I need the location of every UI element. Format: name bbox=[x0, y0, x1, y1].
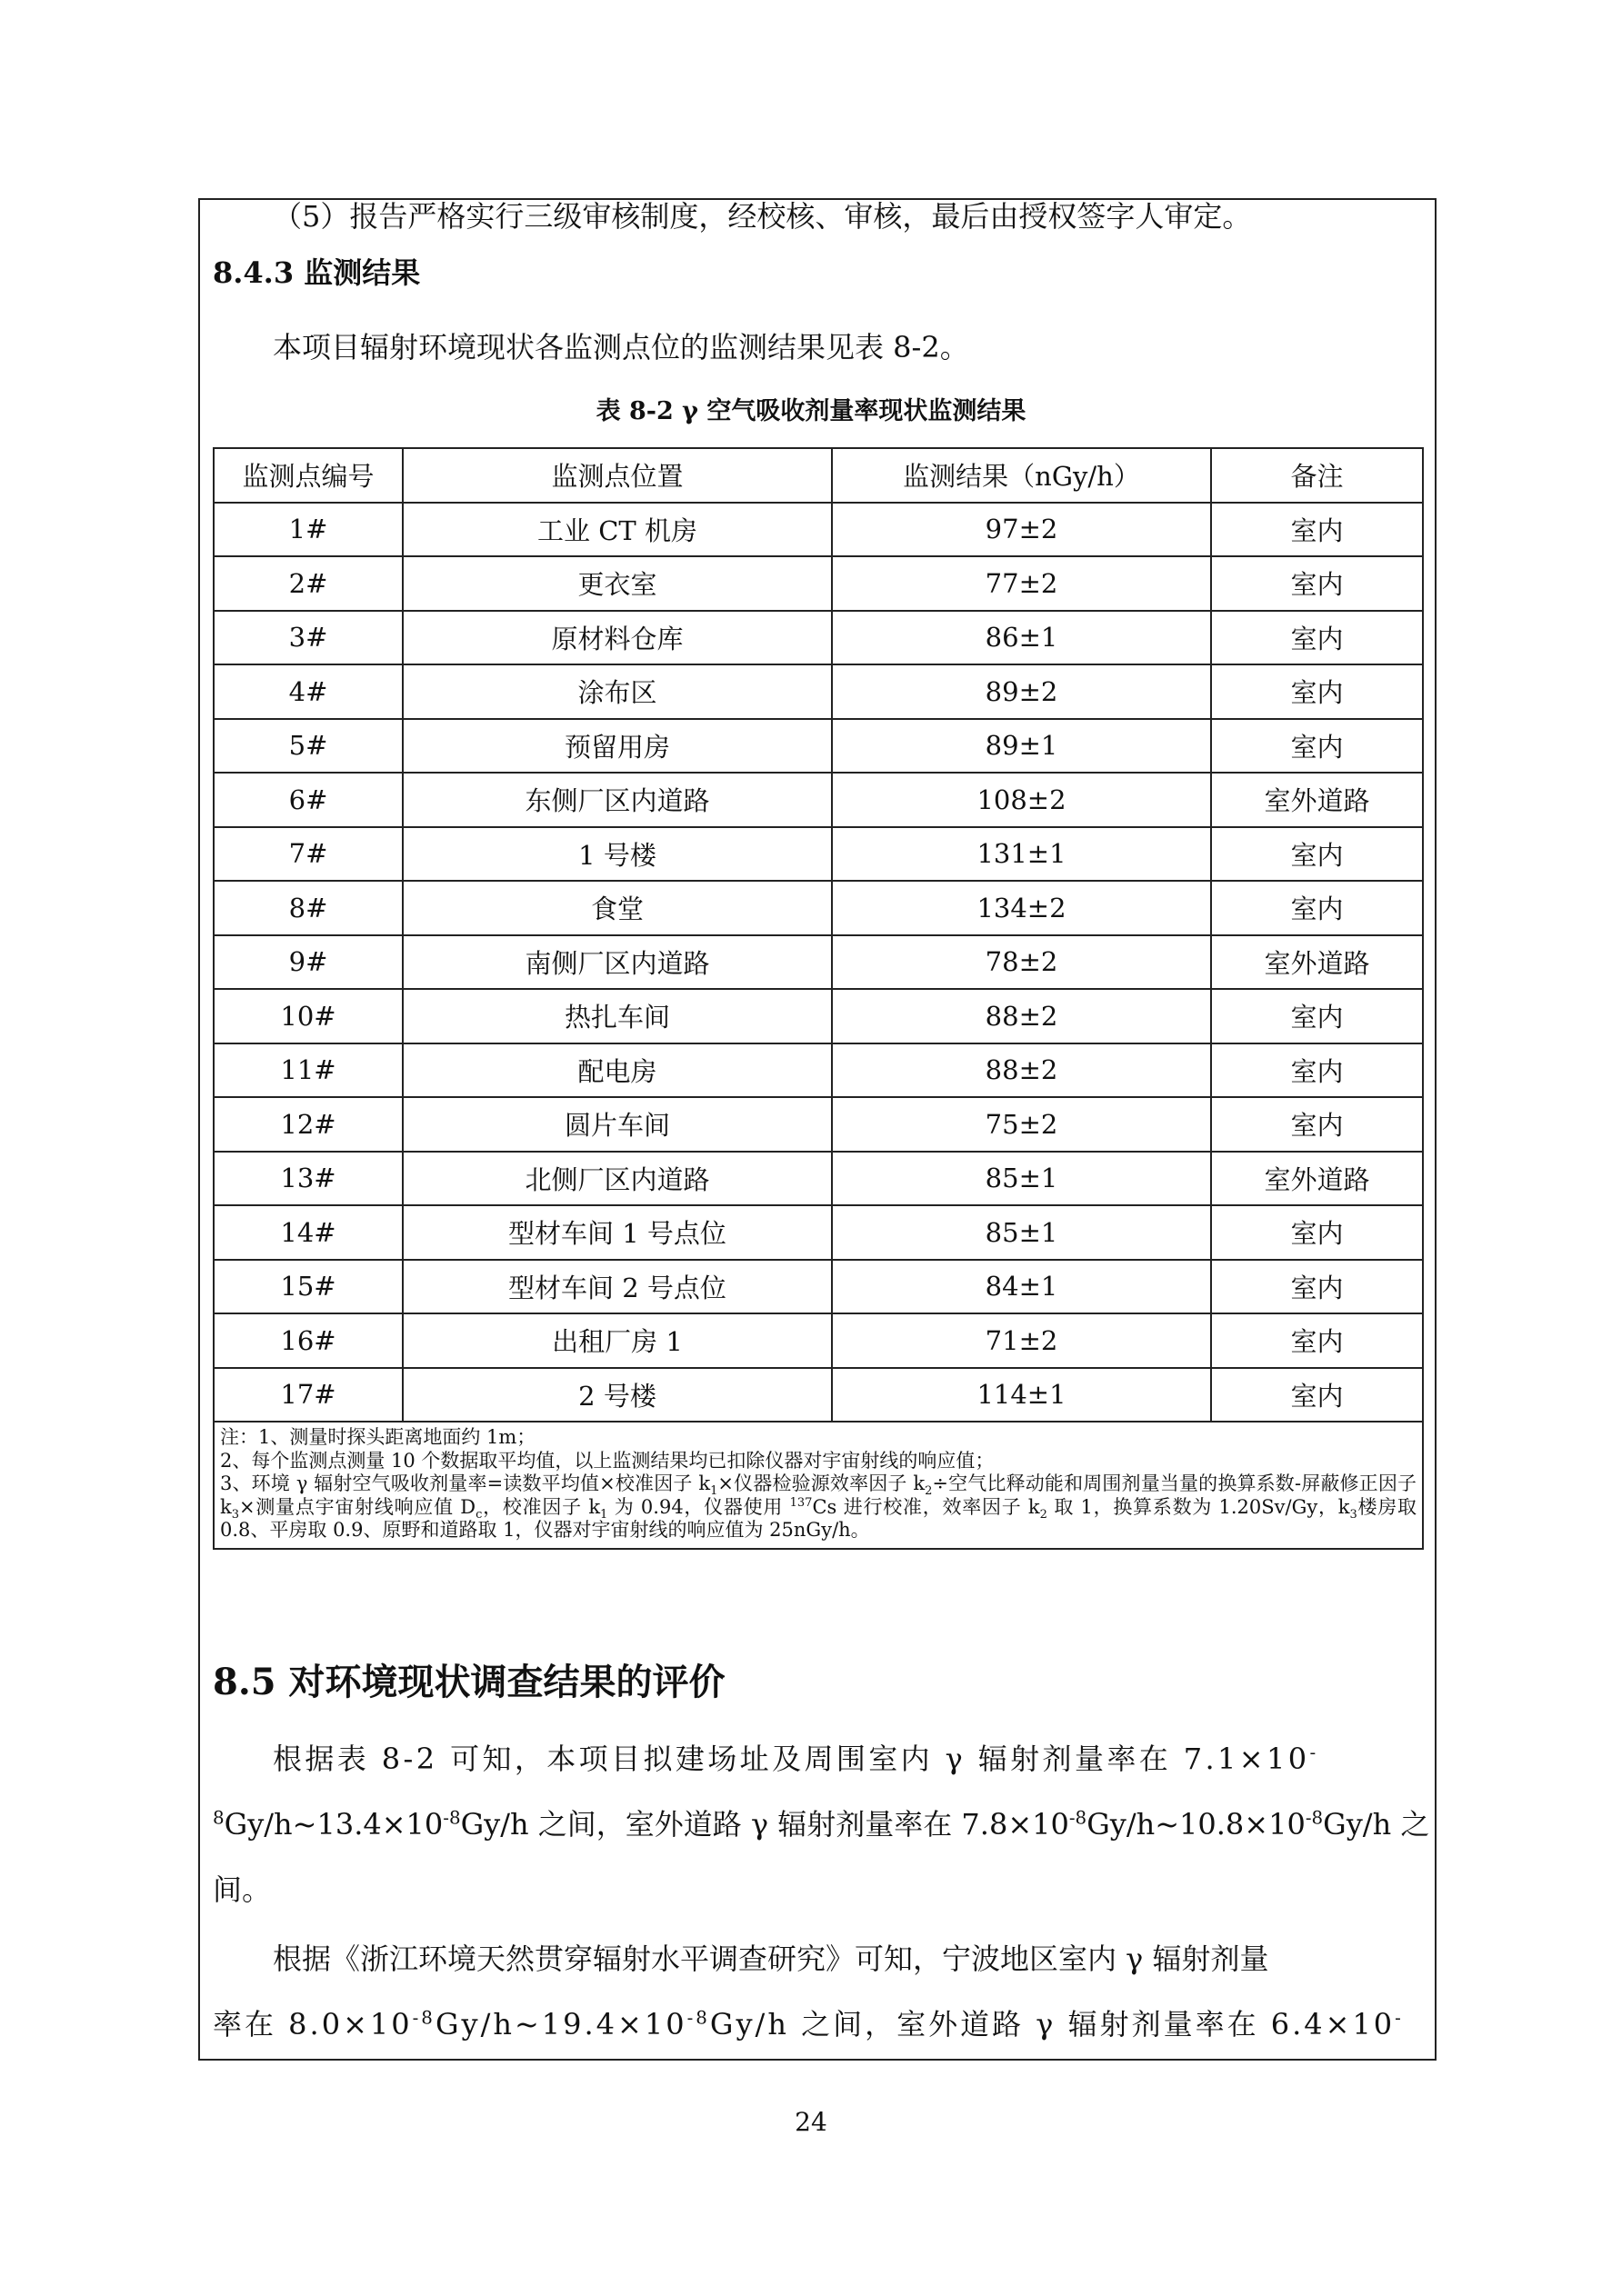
cell-remark: 室内 bbox=[1211, 881, 1423, 935]
cell-point-id: 6# bbox=[214, 773, 403, 827]
table-notes-row bbox=[214, 1422, 1423, 1549]
cell-point-id: 12# bbox=[214, 1097, 403, 1152]
table-row bbox=[214, 827, 1423, 882]
table-row bbox=[214, 664, 1423, 719]
cell-location: 原材料仓库 bbox=[403, 611, 832, 665]
cell-remark: 室内 bbox=[1211, 1205, 1423, 1260]
cell-result: 77±2 bbox=[832, 556, 1211, 611]
cell-location: 更衣室 bbox=[403, 556, 832, 611]
cell-point-id: 8# bbox=[214, 881, 403, 935]
cell-remark: 室内 bbox=[1211, 1043, 1423, 1098]
table-row bbox=[214, 503, 1423, 557]
table-row bbox=[214, 1043, 1423, 1098]
header-location: 监测点位置 bbox=[403, 448, 832, 503]
cell-point-id: 9# bbox=[214, 935, 403, 990]
cell-location: 出租厂房 1 bbox=[403, 1313, 832, 1368]
cell-remark: 室内 bbox=[1211, 1260, 1423, 1314]
intro-text: 本项目辐射环境现状各监测点位的监测结果见表 8-2。 bbox=[273, 330, 969, 364]
cell-result: 97±2 bbox=[832, 503, 1211, 557]
cell-location: 型材车间 1 号点位 bbox=[403, 1205, 832, 1260]
para1-line1: 根据表 8-2 可知，本项目拟建场址及周围室内 γ 辐射剂量率在 7.1×10- bbox=[273, 1742, 1317, 1776]
cell-remark: 室内 bbox=[1211, 556, 1423, 611]
cell-point-id: 5# bbox=[214, 719, 403, 774]
cell-remark: 室内 bbox=[1211, 1097, 1423, 1152]
table-row bbox=[214, 935, 1423, 990]
cell-point-id: 16# bbox=[214, 1313, 403, 1368]
cell-location: 配电房 bbox=[403, 1043, 832, 1098]
para2-line1: 根据《浙江环境天然贯穿辐射水平调查研究》可知，宁波地区室内 γ 辐射剂量 bbox=[273, 1942, 1269, 1976]
cell-point-id: 1# bbox=[214, 503, 403, 557]
cell-point-id: 11# bbox=[214, 1043, 403, 1098]
cell-result: 85±1 bbox=[832, 1205, 1211, 1260]
cell-result: 89±2 bbox=[832, 664, 1211, 719]
table-row bbox=[214, 1152, 1423, 1206]
monitoring-results-table bbox=[213, 447, 1424, 1550]
header-point-id: 监测点编号 bbox=[214, 448, 403, 503]
table-header-row bbox=[214, 448, 1423, 503]
table-caption: 表 8-2 γ 空气吸收剂量率现状监测结果 bbox=[596, 397, 1026, 425]
cell-result: 108±2 bbox=[832, 773, 1211, 827]
cell-location: 圆片车间 bbox=[403, 1097, 832, 1152]
cell-remark: 室外道路 bbox=[1211, 773, 1423, 827]
note-3: 3、环境 γ 辐射空气吸收剂量率=读数平均值×校准因子 $k_1\times$仪器检验源效率因子 $k_2\div$空气比释动能和周围剂量当量的换算系数-屏蔽修正因子 $k_3\times$测量点宇宙射线响应值 $D_c$，校准因子 $k_1$ 为 0.94，仪器使用 $^{137}$Cs 进行校准，效率因子 $k_2$ 取 1，换算系数为 1.20Sv/Gy，$k_3$楼房取 0.8、平房取 0.9、原野和道路取 1，仪器对宇宙射线的响应值为 25nGy/h。 bbox=[220, 1472, 1417, 1541]
cell-point-id: 7# bbox=[214, 827, 403, 882]
para1-line3: 间。 bbox=[213, 1872, 272, 1907]
cell-result: 75±2 bbox=[832, 1097, 1211, 1152]
cell-remark: 室外道路 bbox=[1211, 1152, 1423, 1206]
note-1: 注：1、测量时探头距离地面约 1m； bbox=[220, 1426, 536, 1448]
header-result: 监测结果（nGy/h） bbox=[832, 448, 1211, 503]
cell-remark: 室内 bbox=[1211, 989, 1423, 1043]
cell-location: 工业 CT 机房 bbox=[403, 503, 832, 557]
cell-remark: 室内 bbox=[1211, 611, 1423, 665]
table-row bbox=[214, 1205, 1423, 1260]
cell-remark: 室内 bbox=[1211, 664, 1423, 719]
cell-result: 89±1 bbox=[832, 719, 1211, 774]
cell-result: 85±1 bbox=[832, 1152, 1211, 1206]
section-heading-8-4-3: 8.4.3 监测结果 bbox=[213, 255, 421, 290]
cell-remark: 室内 bbox=[1211, 827, 1423, 882]
table-row bbox=[214, 1260, 1423, 1314]
cell-result: 84±1 bbox=[832, 1260, 1211, 1314]
cell-location: 北侧厂区内道路 bbox=[403, 1152, 832, 1206]
cell-point-id: 14# bbox=[214, 1205, 403, 1260]
table-row bbox=[214, 1097, 1423, 1152]
cell-result: 71±2 bbox=[832, 1313, 1211, 1368]
cell-point-id: 3# bbox=[214, 611, 403, 665]
para2-line2: 率在 $8.0\times 10^{-8}Gy/h\sim 19.4\times 10^{-8}Gy/h$ 之间，室外道路 γ 辐射剂量率在 6.4×10- bbox=[213, 2007, 1404, 2041]
table-row bbox=[214, 989, 1423, 1043]
table-notes bbox=[214, 1422, 1423, 1549]
table-row bbox=[214, 611, 1423, 665]
cell-remark: 室内 bbox=[1211, 719, 1423, 774]
cell-result: 78±2 bbox=[832, 935, 1211, 990]
cell-point-id: 10# bbox=[214, 989, 403, 1043]
table-row bbox=[214, 719, 1423, 774]
cell-result: 131±1 bbox=[832, 827, 1211, 882]
cell-point-id: 15# bbox=[214, 1260, 403, 1314]
cell-point-id: 4# bbox=[214, 664, 403, 719]
cell-remark: 室外道路 bbox=[1211, 935, 1423, 990]
cell-location: 东侧厂区内道路 bbox=[403, 773, 832, 827]
table-row bbox=[214, 773, 1423, 827]
cell-result: 88±2 bbox=[832, 1043, 1211, 1098]
cell-result: 134±2 bbox=[832, 881, 1211, 935]
para1-line2: $^8Gy/h\sim 13.4\times 10^{-8}Gy/h$ 之间，室外道路 γ 辐射剂量率在 $7.8\times 10^{-8}Gy/h\sim 10.8\times 10^{-8}Gy/h$ 之 bbox=[213, 1807, 1430, 1842]
cell-location: 预留用房 bbox=[403, 719, 832, 774]
cell-point-id: 2# bbox=[214, 556, 403, 611]
table-row bbox=[214, 556, 1423, 611]
cell-remark: 室内 bbox=[1211, 503, 1423, 557]
table-row bbox=[214, 881, 1423, 935]
header-remark: 备注 bbox=[1211, 448, 1423, 503]
cell-result: 114±1 bbox=[832, 1368, 1211, 1423]
cell-remark: 室内 bbox=[1211, 1368, 1423, 1423]
item5-text: （5）报告严格实行三级审核制度，经校核、审核，最后由授权签字人审定。 bbox=[273, 199, 1252, 234]
table-row bbox=[214, 1313, 1423, 1368]
cell-location: 食堂 bbox=[403, 881, 832, 935]
table-row bbox=[214, 1368, 1423, 1423]
note-2: 2、每个监测点测量 10 个数据取平均值，以上监测结果均已扣除仪器对宇宙射线的响应值； bbox=[220, 1449, 995, 1472]
cell-location: 南侧厂区内道路 bbox=[403, 935, 832, 990]
cell-location: 型材车间 2 号点位 bbox=[403, 1260, 832, 1314]
section-heading-8-5: 8.5 对环境现状调查结果的评价 bbox=[213, 1661, 726, 1703]
cell-point-id: 13# bbox=[214, 1152, 403, 1206]
cell-location: 热扎车间 bbox=[403, 989, 832, 1043]
cell-location: 涂布区 bbox=[403, 664, 832, 719]
cell-location: 1 号楼 bbox=[403, 827, 832, 882]
page-number: 24 bbox=[795, 2107, 827, 2137]
cell-remark: 室内 bbox=[1211, 1313, 1423, 1368]
cell-point-id: 17# bbox=[214, 1368, 403, 1423]
cell-location: 2 号楼 bbox=[403, 1368, 832, 1423]
cell-result: 88±2 bbox=[832, 989, 1211, 1043]
cell-result: 86±1 bbox=[832, 611, 1211, 665]
